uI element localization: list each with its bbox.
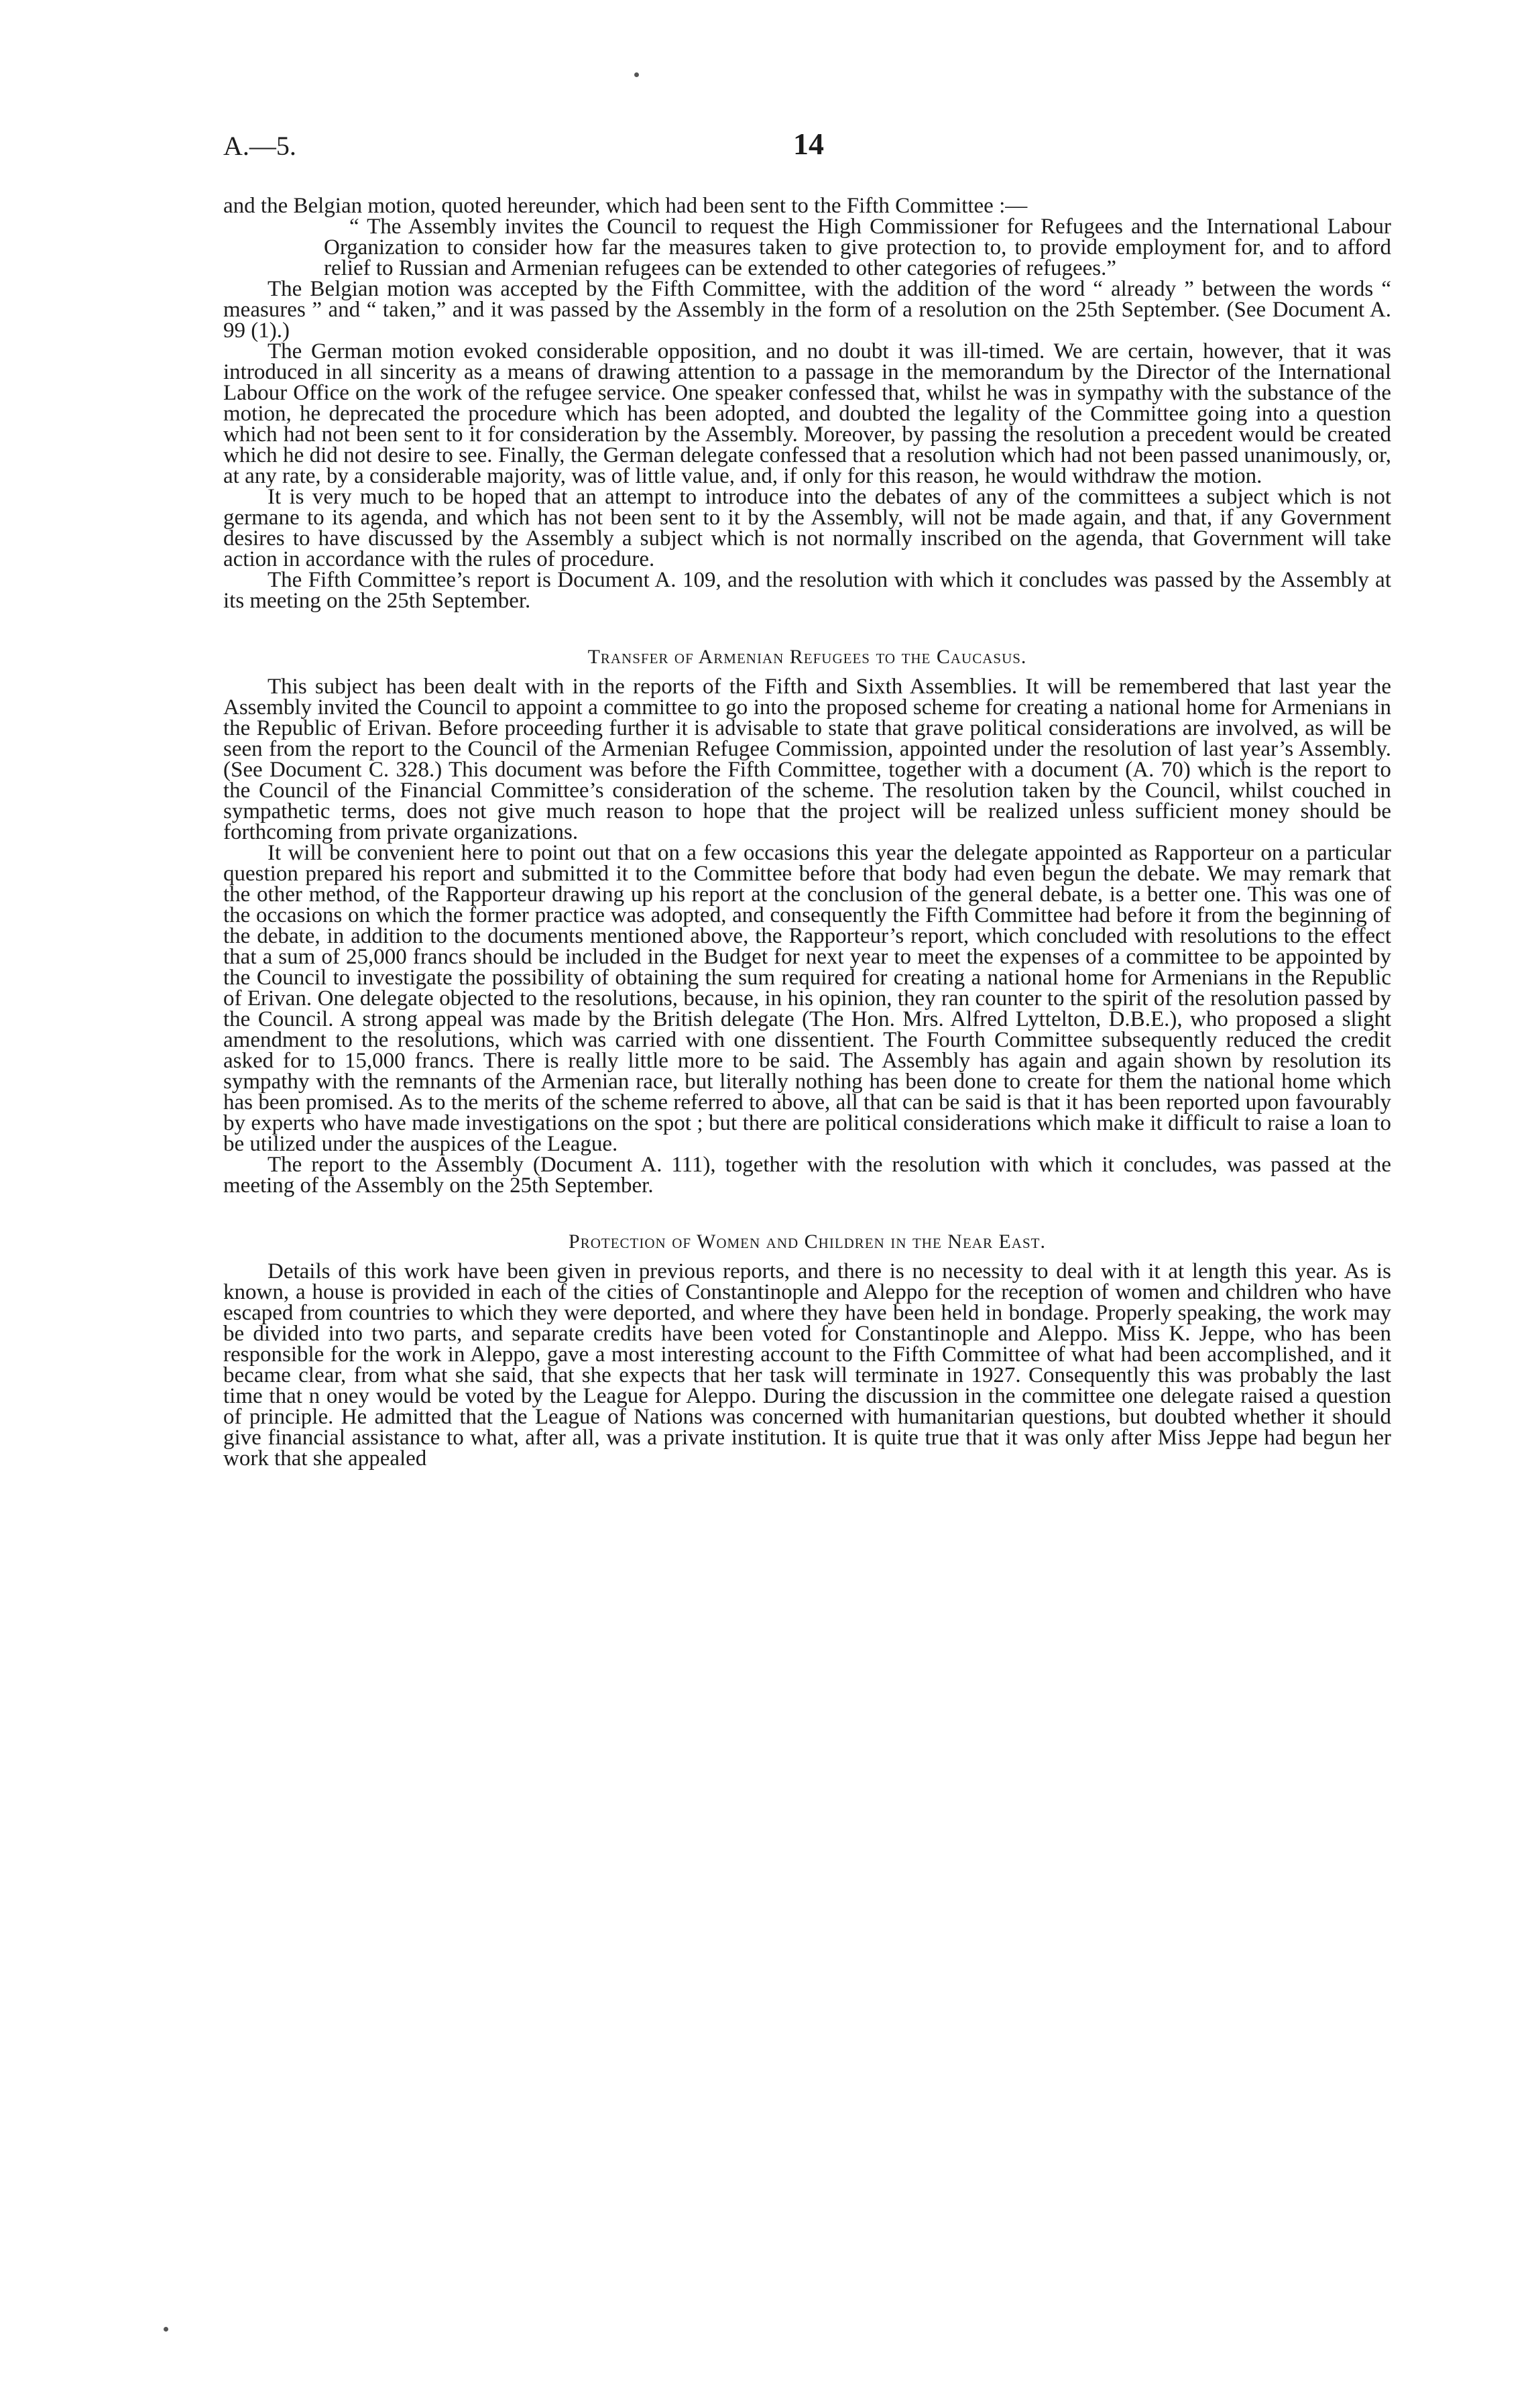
quoted-motion: “ The Assembly invites the Council to request the High Commissioner for Refugees and the International Labour Organization to consider how far the measures taken to give protection to, to provide employment for, and to afford relief to Russian and Armenian refugees can be extended to other categories of refugees.” (324, 215, 1391, 280)
paragraph: The Fifth Committee’s report is Document A. 109, and the resolution with which it concludes was passed by the Assembly at its meeting on the 25th September. (223, 568, 1391, 613)
paragraph: It is very much to be hoped that an attempt to introduce into the debates of any of the committees a subject which is not germane to its agenda, and which has not been sent to it by the Assembly, will not be made again, and that, if any Government desires to have discussed by the Assembly a subject which is not normally inscribed on the agenda, that Government will take action in accordance with the rules of procedure. (223, 485, 1391, 571)
scan-speck (164, 2327, 168, 2332)
body-text (223, 196, 1391, 1469)
paragraph: It will be convenient here to point out that on a few occasions this year the delegate appointed as Rapporteur on a particular question prepared his report and submitted it to the Committee before that body had even begun the debate. We may remark that the other method, of the Rapporteur drawing up his report at the conclusion of the general debate, is a better one. This was one of the occasions on which the former practice was adopted, and consequently the Fifth Committee had before it from the beginning of the debate, in addition to the documents mentioned above, the Rapporteur’s report, which concluded with resolutions to the effect that a sum of 25,000 francs should be included in the Budget for next year to meet the expenses of a committee to be appointed by the Council to investigate the possibility of obtaining the sum required for creating a national home for Armenians in the Republic of Erivan. One delegate objected to the resolutions, because, in his opinion, they ran counter to the spirit of the resolution passed by the Council. A strong appeal was made by the British delegate (The Hon. Mrs. Alfred Lyttelton, D.B.E.), who proposed a slight amendment to the resolutions, which was carried with one dissentient. The Fourth Committee subsequently reduced the credit asked for to 15,000 francs. There is really little more to be said. The Assembly has again and again shown by resolution its sympathy with the remnants of the Armenian race, but literally nothing has been done to create for them the national home which has been promised. As to the merits of the scheme referred to above, all that can be said is that it has been reported upon favourably by experts who have made investigations on the spot ; but there are political considerations which make it difficult to raise a loan to be utilized under the auspices of the League. (223, 841, 1391, 1156)
section-heading: Transfer of Armenian Refugees to the Caucasus. (587, 646, 1027, 668)
section-heading: Protection of Women and Children in the Near East. (569, 1230, 1046, 1253)
paragraph: The Belgian motion was accepted by the Fifth Committee, with the addition of the word “ already ” between the words “ measures ” and “ taken,” and it was passed by the Assembly in the form of a resolution on the 25th September. (See Document A. 99 (1).) (223, 277, 1391, 343)
paragraph: and the Belgian motion, quoted hereunder, which had been sent to the Fifth Committee :— (223, 194, 1028, 218)
paragraph: This subject has been dealt with in the reports of the Fifth and Sixth Assemblies. It will be remembered that last year the Assembly invited the Council to appoint a committee to go into the proposed scheme for creating a national home for Armenians in the Republic of Erivan. Before proceeding further it is advisable to state that grave political considerations are involved, as will be seen from the report to the Council of the Armenian Refugee Commission, appointed under the resolution of last year’s Assembly. (See Document C. 328.) This document was before the Fifth Committee, together with a document (A. 70) which is the report to the Council of the Financial Committee’s consideration of the scheme. The resolution taken by the Council, whilst couched in sympathetic terms, does not give much reason to hope that the project will be realized unless sufficient money should be forthcoming from private organizations. (223, 675, 1391, 844)
scan-speck (634, 72, 639, 77)
paragraph: The German motion evoked considerable opposition, and no doubt it was ill-timed. We are certain, however, that it was introduced in all sincerity as a means of drawing attention to a passage in the memorandum by the Director of the International Labour Office on the work of the refugee service. One speaker confessed that, whilst he was in sympathy with the substance of the motion, he deprecated the procedure which has been adopted, and doubted the legality of the Committee going into a question which had not been sent to it for consideration by the Assembly. Moreover, by passing the resolution a precedent would be created which he did not desire to see. Finally, the German delegate confessed that a resolution which had not been passed unanimously, or, at any rate, by a considerable majority, was of little value, and, if only for this reason, he would withdraw the motion. (223, 339, 1391, 488)
paragraph: The report to the Assembly (Document A. 111), together with the resolution with which it concludes, was passed at the meeting of the Assembly on the 25th September. (223, 1153, 1391, 1198)
page-header (223, 127, 1397, 170)
document-reference: A.—5. (223, 131, 296, 161)
paragraph: Details of this work have been given in previous reports, and there is no necessity to deal with it at length this year. As is known, a house is provided in each of the cities of Constantinople and Aleppo for the reception of women and children who have escaped from countries to which they were deported, and where they have been held in bondage. Properly speaking, the work may be divided into two parts, and separate credits have been voted for Constantinople and Aleppo. Miss K. Jeppe, who has been responsible for the work in Aleppo, gave a most interesting account to the Fifth Committee of what had been accomplished, and it became clear, from what she said, that she expects that her task will terminate in 1927. Consequently this was probably the last time that n oney would be voted by the League for Aleppo. During the discussion in the committee one delegate raised a question of principle. He admitted that the League of Nations was concerned with humanitarian questions, but doubted whether it should give financial assistance to what, after all, was a private institution. It is quite true that it was only after Miss Jeppe had begun her work that she appealed (223, 1259, 1391, 1471)
page-number: 14 (793, 127, 824, 161)
